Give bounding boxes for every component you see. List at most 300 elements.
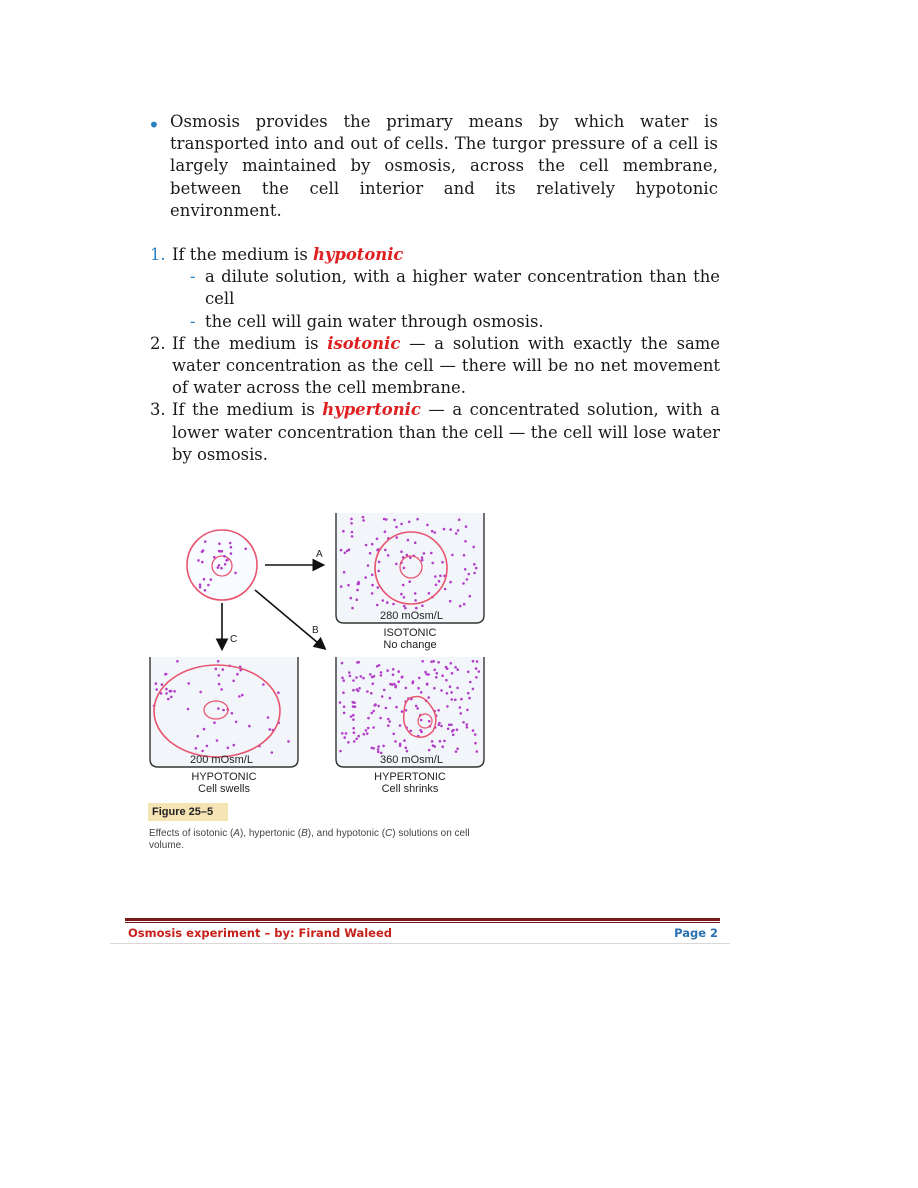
solute-dot (372, 726, 375, 729)
solute-dot (340, 585, 343, 588)
solute-dot (343, 705, 346, 708)
solute-dot (352, 679, 355, 682)
solute-dot (450, 662, 453, 665)
list-number: 1. (150, 245, 166, 264)
solute-dot (362, 516, 365, 519)
solute-dot (456, 687, 459, 690)
solute-dot (395, 526, 398, 529)
solute-dot (400, 523, 403, 526)
solute-dot (343, 712, 346, 715)
solute-dot (201, 561, 204, 564)
solute-dot (457, 529, 460, 532)
hypotonic-subtitle: Cell swells (198, 783, 250, 795)
solute-dot (224, 563, 227, 566)
solute-dot (427, 696, 430, 699)
solute-dot (367, 717, 370, 720)
solute-dot (369, 552, 372, 555)
solute-dot (435, 676, 438, 679)
solute-dot (403, 567, 406, 570)
solute-dot (404, 607, 407, 610)
sub-item-text: the cell will gain water through osmosis. (205, 311, 544, 331)
solute-dot (187, 708, 190, 711)
solute-dot (438, 722, 441, 725)
solute-dot (366, 732, 369, 735)
solute-dot (468, 573, 471, 576)
solute-dot (476, 660, 479, 663)
solute-dot (405, 747, 408, 750)
solute-dot (342, 691, 345, 694)
solute-dot (382, 745, 385, 748)
solute-dot (387, 718, 390, 721)
list-item-suffix: — a solution with exactly the same water concentration as the cell — there will be no net movement of water across the cell membrane. (172, 333, 720, 398)
solute-dot (401, 676, 404, 679)
solute-dot (406, 750, 409, 753)
solute-dot (271, 751, 274, 754)
isotonic-beaker (336, 513, 484, 623)
solute-dot (394, 740, 397, 743)
solute-dot (195, 747, 198, 750)
solute-dot (391, 683, 394, 686)
solute-dot (450, 691, 453, 694)
intro-text: Osmosis provides the primary means by which water is transported into and out of cells. The turgor pressure of a cell is largely maintained by osmosis, across the cell membrane, between the cell interior and its relatively hypotonic environment. (170, 112, 718, 220)
solute-dot (409, 730, 412, 733)
figure-title: Figure 25–5 (148, 803, 228, 821)
solute-dot (187, 682, 190, 685)
solute-dot (231, 712, 234, 715)
solute-dot (165, 692, 168, 695)
solute-dot (232, 680, 235, 683)
list-item-suffix: — a concentrated solution, with a lower water concentration than the cell — the cell will lose water by osmosis. (172, 400, 720, 464)
solute-dot (472, 729, 475, 732)
solute-dot (248, 725, 251, 728)
solute-dot (433, 669, 436, 672)
solute-dot (426, 524, 429, 527)
solute-dot (389, 697, 392, 700)
hypertonic-label (350, 771, 470, 795)
keyword-isotonic: isotonic (327, 333, 401, 353)
solute-dot (438, 580, 441, 583)
solute-dot (233, 744, 236, 747)
sub-item-text: a dilute solution, with a higher water concentration than the cell (205, 267, 720, 309)
solute-dot (353, 731, 356, 734)
solute-dot (395, 563, 398, 566)
solute-dot (431, 562, 434, 565)
solute-dot (403, 739, 406, 742)
solute-dot (357, 581, 360, 584)
solute-dot (366, 690, 369, 693)
solute-dot (392, 673, 395, 676)
solute-dot (431, 740, 434, 743)
solute-dot (395, 536, 398, 539)
solute-dot (397, 680, 400, 683)
solute-dot (455, 750, 458, 753)
solute-dot (356, 589, 359, 592)
solute-dot (440, 689, 443, 692)
hypotonic-beaker (150, 657, 298, 767)
solute-dot (466, 723, 469, 726)
solute-dot (464, 568, 467, 571)
solute-dot (222, 709, 225, 712)
solute-dot (377, 705, 380, 708)
solute-dot (421, 556, 424, 559)
solute-dot (401, 710, 404, 713)
solute-dot (372, 710, 375, 713)
solute-dot (365, 729, 368, 732)
solute-dot (377, 570, 380, 573)
solute-dot (478, 670, 481, 673)
solute-dot (405, 709, 408, 712)
solute-dot (226, 559, 229, 562)
solute-dot (378, 561, 381, 564)
solute-dot (377, 748, 380, 751)
solute-dot (358, 687, 361, 690)
isotonic-title: ISOTONIC (383, 627, 437, 639)
solute-dot (392, 603, 395, 606)
solute-dot (387, 724, 390, 727)
solute-dot (204, 589, 207, 592)
solute-dot (372, 682, 375, 685)
solute-dot (199, 586, 202, 589)
solute-dot (356, 598, 359, 601)
solute-dot (227, 747, 230, 750)
solute-dot (409, 557, 412, 560)
solute-dot (241, 694, 244, 697)
solute-dot (456, 728, 459, 731)
solute-dot (169, 690, 172, 693)
solute-dot (454, 699, 457, 702)
footer-rule-thick (125, 918, 720, 921)
solute-dot (428, 720, 431, 723)
solute-dot (345, 732, 348, 735)
solute-dot (449, 581, 452, 584)
solute-dot (352, 718, 355, 721)
solute-dot (222, 668, 225, 671)
solute-dot (382, 599, 385, 602)
solute-dot (341, 677, 344, 680)
solute-dot (342, 679, 345, 682)
solute-dot (367, 564, 370, 567)
solute-dot (213, 556, 216, 559)
solute-dot (403, 596, 406, 599)
dash-icon: - (190, 267, 196, 287)
solute-dot (434, 745, 437, 748)
solute-dot (474, 733, 477, 736)
solute-dot (217, 660, 220, 663)
solute-dot (199, 691, 202, 694)
solute-dot (210, 578, 213, 581)
list-item-prefix: If the medium is (172, 400, 323, 420)
solute-dot (235, 721, 238, 724)
solute-dot (443, 528, 446, 531)
hypotonic-concentration: 200 mOsm/L (190, 754, 253, 766)
solute-dot (402, 584, 405, 587)
solute-dot (343, 571, 346, 574)
solute-dot (347, 584, 350, 587)
solute-dot (287, 740, 290, 743)
solute-dot (277, 691, 280, 694)
solute-dot (449, 685, 452, 688)
solute-dot (386, 669, 389, 672)
solute-dot (451, 730, 454, 733)
solute-dot (262, 683, 265, 686)
solute-dot (342, 530, 345, 533)
solute-dot (474, 742, 477, 745)
solute-dot (465, 525, 468, 528)
solute-dot (392, 668, 395, 671)
solute-dot (466, 578, 469, 581)
solute-dot (445, 679, 448, 682)
solute-dot (456, 668, 459, 671)
dash-icon: - (190, 311, 196, 331)
solute-dot (472, 660, 475, 663)
solute-dot (437, 709, 440, 712)
solute-dot (423, 552, 426, 555)
solute-dot (467, 692, 470, 695)
solute-dot (360, 675, 363, 678)
solute-dot (441, 745, 444, 748)
solute-dot (365, 544, 368, 547)
solute-dot (199, 583, 202, 586)
solute-dot (353, 740, 356, 743)
bullet-icon: • (148, 113, 160, 137)
solute-dot (469, 681, 472, 684)
solute-dot (407, 539, 410, 542)
solute-dot (370, 712, 373, 715)
solute-dot (417, 687, 420, 690)
solute-dot (440, 725, 443, 728)
solute-dot (213, 721, 216, 724)
solute-dot (219, 550, 222, 553)
solute-dot (371, 543, 374, 546)
solute-dot (416, 518, 419, 521)
solute-dot (397, 670, 400, 673)
solute-dot (380, 671, 383, 674)
solute-dot (418, 677, 421, 680)
solute-dot (215, 668, 218, 671)
solute-dot (216, 739, 219, 742)
arrow-a-label: A (316, 549, 323, 560)
solute-dot (196, 735, 199, 738)
solute-dot (384, 530, 387, 533)
solute-dot (462, 582, 465, 585)
arrow-b (255, 590, 324, 648)
solute-dot (373, 704, 376, 707)
sub-item (150, 266, 720, 310)
solute-dot (473, 572, 476, 575)
solute-dot (355, 676, 358, 679)
solute-dot (357, 735, 360, 738)
solute-dot (437, 661, 440, 664)
solute-dot (436, 672, 439, 675)
isotonic-subtitle: No change (383, 639, 437, 651)
solute-dot (356, 661, 359, 664)
solute-dot (462, 721, 465, 724)
solute-dot (362, 519, 365, 522)
solute-dot (236, 673, 239, 676)
solute-dot (399, 724, 402, 727)
hypotonic-title: HYPOTONIC (191, 771, 257, 783)
solute-dot (350, 518, 353, 521)
solute-dot (472, 688, 475, 691)
solute-dot (201, 750, 204, 753)
solute-dot (431, 530, 434, 533)
solute-dot (350, 522, 353, 525)
original-cell (187, 530, 257, 600)
solute-dot (352, 701, 355, 704)
solute-dot (352, 705, 355, 708)
solute-dot (415, 705, 418, 708)
list-number: 3. (150, 400, 166, 420)
page-number: Page 2 (674, 926, 718, 940)
solute-dot (165, 688, 168, 691)
numbered-list (150, 244, 720, 466)
solute-dot (377, 745, 380, 748)
solute-dot (341, 732, 344, 735)
solute-dot (347, 741, 350, 744)
solute-dot (432, 660, 435, 663)
solute-dot (386, 601, 389, 604)
solute-dot (364, 576, 367, 579)
solute-dot (475, 676, 478, 679)
solute-dot (217, 566, 220, 569)
solute-dot (399, 744, 402, 747)
solute-dot (421, 559, 424, 562)
solute-dot (230, 546, 233, 549)
solute-dot (229, 542, 232, 545)
solute-dot (466, 709, 469, 712)
solute-dot (370, 692, 373, 695)
hypotonic-label (164, 771, 284, 795)
solute-dot (218, 564, 221, 567)
solute-dot (451, 672, 454, 675)
solute-dot (443, 740, 446, 743)
solute-dot (346, 550, 349, 553)
solute-dot (362, 677, 365, 680)
solute-dot (350, 597, 353, 600)
solute-dot (379, 717, 382, 720)
solute-dot (197, 559, 200, 562)
solute-dot (343, 736, 346, 739)
osmosis-figure (140, 505, 500, 865)
solute-dot (434, 575, 437, 578)
solute-dot (384, 549, 387, 552)
solute-dot (380, 674, 383, 677)
solute-dot (435, 584, 438, 587)
solute-dot (412, 680, 415, 683)
solute-dot (385, 707, 388, 710)
solute-dot (430, 552, 433, 555)
solute-dot (344, 552, 347, 555)
solute-dot (459, 605, 462, 608)
solute-dot (207, 584, 210, 587)
solute-dot (414, 592, 417, 595)
solute-dot (206, 745, 209, 748)
solute-dot (230, 552, 233, 555)
solute-dot (339, 750, 342, 753)
solute-dot (155, 688, 158, 691)
solute-dot (388, 720, 391, 723)
solute-dot (415, 607, 418, 610)
solute-dot (351, 535, 354, 538)
solute-dot (446, 692, 449, 695)
solute-dot (472, 546, 475, 549)
solute-dot (385, 518, 388, 521)
solute-dot (449, 528, 452, 531)
solute-dot (451, 698, 454, 701)
solute-dot (377, 586, 380, 589)
solute-dot (395, 706, 398, 709)
solute-dot (446, 705, 449, 708)
solute-dot (419, 729, 422, 732)
solute-dot (204, 540, 207, 543)
solute-dot (459, 712, 462, 715)
footer-divider (110, 943, 730, 944)
solute-dot (223, 555, 226, 558)
solute-dot (356, 688, 359, 691)
solute-dot (339, 701, 342, 704)
solute-dot (476, 750, 479, 753)
isotonic-concentration: 280 mOsm/L (380, 610, 443, 622)
solute-dot (473, 563, 476, 566)
solute-dot (164, 673, 167, 676)
solute-dot (173, 690, 176, 693)
solute-dot (464, 540, 467, 543)
isotonic-label (350, 627, 470, 651)
solute-dot (393, 519, 396, 522)
solute-dot (451, 554, 454, 557)
solute-dot (352, 727, 355, 730)
solute-dot (455, 532, 458, 535)
solute-dot (416, 707, 419, 710)
solute-dot (425, 673, 428, 676)
solute-dot (238, 695, 241, 698)
solute-dot (408, 521, 411, 524)
solute-dot (439, 740, 442, 743)
solute-dot (363, 733, 366, 736)
solute-dot (475, 567, 478, 570)
keyword-hypotonic: hypotonic (312, 245, 404, 264)
solute-dot (371, 584, 374, 587)
keyword-hypertonic: hypertonic (322, 400, 421, 420)
solute-dot (218, 674, 221, 677)
solute-dot (371, 592, 374, 595)
solute-dot (341, 662, 344, 665)
solute-dot (369, 673, 372, 676)
solute-dot (351, 607, 354, 610)
solute-dot (466, 726, 469, 729)
solute-dot (463, 603, 466, 606)
solute-dot (475, 667, 478, 670)
footer-rule-thin (125, 922, 720, 923)
solute-dot (458, 518, 461, 521)
list-item-1 (150, 244, 720, 266)
solute-dot (463, 554, 466, 557)
arrow-c-label: C (230, 634, 238, 645)
solute-dot (176, 660, 179, 663)
list-number: 2. (150, 333, 166, 353)
solute-dot (469, 595, 472, 598)
solute-dot (456, 748, 459, 751)
solute-dot (428, 592, 431, 595)
solute-dot (420, 719, 423, 722)
list-item-3 (150, 399, 720, 466)
list-item-prefix: If the medium is (172, 333, 328, 353)
solute-dot (460, 698, 463, 701)
solute-dot (244, 548, 247, 551)
solute-dot (167, 698, 170, 701)
solute-dot (414, 599, 417, 602)
solute-dot (220, 688, 223, 691)
